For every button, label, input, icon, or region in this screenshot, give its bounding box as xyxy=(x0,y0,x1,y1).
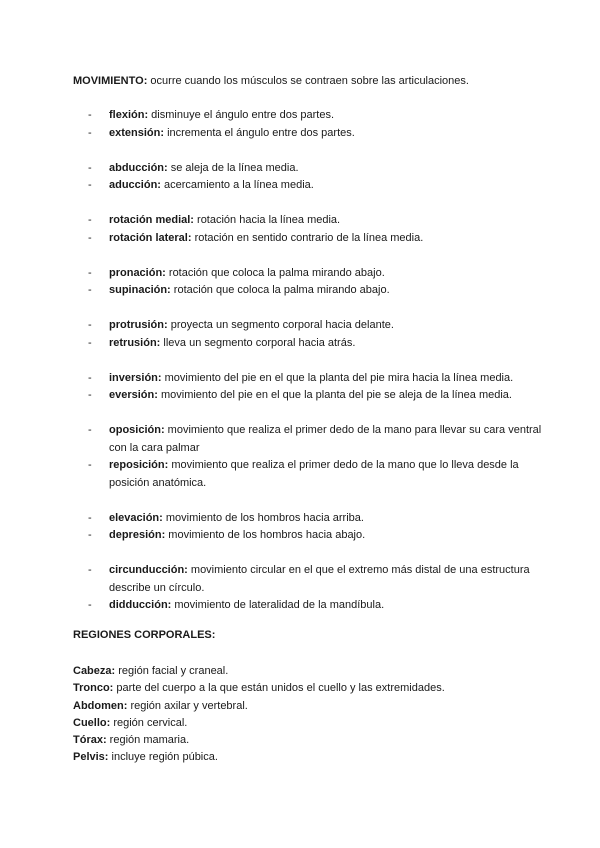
movement-term: rotación medial: xyxy=(109,214,194,226)
bullet-dash: - xyxy=(88,214,92,226)
regions-heading: REGIONES CORPORALES: xyxy=(73,629,216,641)
movement-description: proyecta un segmento corporal hacia delante. xyxy=(167,319,394,331)
movement-group xyxy=(73,212,543,247)
region-term: Abdomen: xyxy=(73,699,128,712)
movement-group xyxy=(73,265,543,300)
bullet-dash: - xyxy=(88,529,92,541)
movement-group xyxy=(73,562,543,615)
intro-term: MOVIMIENTO: xyxy=(73,75,148,87)
movement-list xyxy=(73,107,543,632)
region-term: Tronco: xyxy=(73,682,114,695)
movement-item xyxy=(73,265,543,283)
movement-item xyxy=(73,212,543,230)
movement-term: rotación lateral: xyxy=(109,231,192,244)
movement-description: movimiento de lateralidad de la mandíbula. xyxy=(171,599,385,611)
region-term: Cabeza: xyxy=(73,665,116,677)
movement-term: eversión: xyxy=(109,389,158,401)
movement-term: supinación: xyxy=(109,284,171,296)
movement-item xyxy=(73,107,543,125)
movement-group xyxy=(73,422,543,492)
region-item xyxy=(73,749,445,766)
bullet-dash: - xyxy=(88,459,92,471)
region-item xyxy=(73,663,445,680)
movement-term: flexión: xyxy=(109,109,149,121)
region-description: región axilar y vertebral. xyxy=(127,699,248,712)
movement-item xyxy=(73,282,543,300)
bullet-dash: - xyxy=(88,564,92,576)
regions-list xyxy=(73,663,445,767)
region-item xyxy=(73,698,445,715)
movement-group xyxy=(73,370,543,405)
bullet-dash: - xyxy=(88,266,92,279)
region-item xyxy=(73,680,445,697)
movement-term: reposición: xyxy=(109,459,169,471)
bullet-dash: - xyxy=(88,319,92,331)
movement-term: protrusión: xyxy=(109,319,168,331)
movement-group xyxy=(73,510,543,545)
movement-group xyxy=(73,107,543,142)
movement-description: movimiento de los hombros hacia abajo. xyxy=(165,529,366,541)
bullet-dash: - xyxy=(88,389,92,401)
movement-term: pronación: xyxy=(109,266,166,279)
movement-item xyxy=(73,125,543,143)
movement-item xyxy=(73,177,543,195)
bullet-dash: - xyxy=(88,179,92,191)
movement-item xyxy=(73,335,543,353)
movement-description: movimiento de los hombros hacia arriba. xyxy=(162,511,364,524)
movement-item xyxy=(73,230,543,248)
movement-term: retrusión: xyxy=(109,336,161,349)
region-description: región facial y craneal. xyxy=(115,665,229,677)
movement-term: circunducción: xyxy=(109,564,188,576)
bullet-dash: - xyxy=(88,599,92,611)
movement-description: rotación hacia la línea media. xyxy=(193,214,341,226)
movement-item xyxy=(73,527,543,545)
region-item xyxy=(73,715,445,732)
movement-term: abducción: xyxy=(109,161,168,174)
movement-item xyxy=(73,562,543,597)
region-description: región mamaria. xyxy=(106,734,190,747)
movement-description: movimiento que realiza el primer dedo de la mano para llevar su cara ventral con la cara palmar xyxy=(109,424,542,454)
region-description: incluye región púbica. xyxy=(108,751,218,764)
movement-description: acercamiento a la línea media. xyxy=(160,179,314,191)
region-term: Pelvis: xyxy=(73,751,109,764)
movement-group xyxy=(73,317,543,352)
movement-item xyxy=(73,510,543,528)
movement-term: aducción: xyxy=(109,179,161,191)
movement-item xyxy=(73,422,543,457)
intro-paragraph xyxy=(73,73,560,90)
movement-item xyxy=(73,387,543,405)
movement-description: rotación que coloca la palma mirando abajo. xyxy=(170,284,390,296)
movement-item xyxy=(73,457,543,492)
movement-item xyxy=(73,597,543,615)
region-description: región cervical. xyxy=(110,716,188,729)
region-description: parte del cuerpo a la que están unidos el cuello y las extremidades. xyxy=(113,682,445,695)
movement-group xyxy=(73,160,543,195)
bullet-dash: - xyxy=(88,161,92,174)
region-term: Tórax: xyxy=(73,734,107,747)
movement-description: disminuye el ángulo entre dos partes. xyxy=(148,109,335,121)
movement-term: extensión: xyxy=(109,126,165,139)
movement-description: movimiento del pie en el que la planta del pie mira hacia la línea media. xyxy=(161,371,514,384)
movement-item xyxy=(73,317,543,335)
movement-item xyxy=(73,370,543,388)
bullet-dash: - xyxy=(88,371,92,384)
movement-description: movimiento circular en el que el extremo más distal de una estructura describe un círculo. xyxy=(109,564,530,594)
bullet-dash: - xyxy=(88,424,92,436)
bullet-dash: - xyxy=(88,511,92,524)
movement-term: inversión: xyxy=(109,371,162,384)
movement-description: incrementa el ángulo entre dos partes. xyxy=(164,126,355,139)
movement-term: elevación: xyxy=(109,511,163,524)
bullet-dash: - xyxy=(88,336,92,349)
movement-term: oposición: xyxy=(109,424,165,436)
bullet-dash: - xyxy=(88,231,92,244)
movement-term: didducción: xyxy=(109,599,172,611)
movement-item xyxy=(73,160,543,178)
bullet-dash: - xyxy=(88,126,92,139)
movement-description: lleva un segmento corporal hacia atrás. xyxy=(160,336,356,349)
region-term: Cuello: xyxy=(73,716,111,729)
bullet-dash: - xyxy=(88,109,92,121)
movement-description: rotación que coloca la palma mirando abajo. xyxy=(165,266,385,279)
intro-text: ocurre cuando los músculos se contraen sobre las articulaciones. xyxy=(147,75,469,87)
movement-description: movimiento que realiza el primer dedo de la mano que lo lleva desde la posición anatómica. xyxy=(109,459,519,489)
bullet-dash: - xyxy=(88,284,92,296)
movement-description: rotación en sentido contrario de la línea media. xyxy=(191,231,424,244)
movement-description: se aleja de la línea media. xyxy=(167,161,299,174)
movement-term: depresión: xyxy=(109,529,166,541)
region-item xyxy=(73,732,445,749)
movement-description: movimiento del pie en el que la planta del pie se aleja de la línea media. xyxy=(157,389,512,401)
